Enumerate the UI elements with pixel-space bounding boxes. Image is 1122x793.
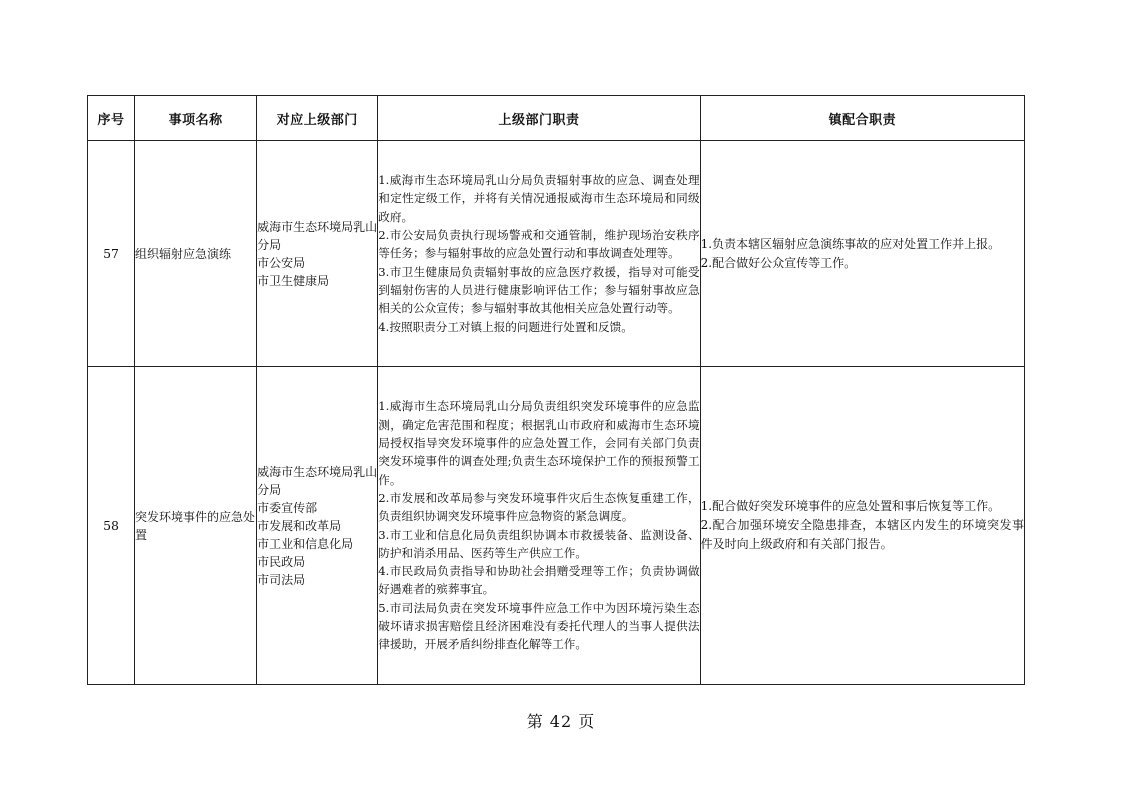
duty-item: 1.威海市生态环境局乳山分局负责组织突发环境事件的应急监测，确定危害范围和程度；根据乳山市政府和威海市生态环境局授权指导突发环境事件的应急处置工作，会同有关部门负责突发环境事件的调查处理;负责生态环境保护工作的预报预警工作。 bbox=[378, 399, 700, 487]
dept-item: 市工业和信息化局 bbox=[257, 536, 354, 551]
dept-list bbox=[257, 367, 378, 685]
town-duty-list bbox=[700, 367, 1024, 685]
duty-item: 5.市司法局负责在突发环境事件应急工作中为因环境污染生态破坏请求损害赔偿且经济困难没有委托代理人的当事人提供法律援助，开展矛盾纠纷排查化解等工作。 bbox=[378, 600, 700, 652]
duty-item: 2.市公安局负责执行现场警戒和交通管制，维护现场治安秩序等任务；参与辐射事故的应急处置行动和事故调查处理等。 bbox=[378, 228, 700, 261]
dept-item: 市司法局 bbox=[257, 572, 306, 587]
dept-item: 市民政局 bbox=[257, 554, 306, 569]
header-no: 序号 bbox=[88, 96, 135, 141]
town-duty-item: 1.配合做好突发环境事件的应急处置和事后恢复等工作。 bbox=[700, 499, 1001, 513]
duty-item: 3.市卫生健康局负责辐射事故的应急医疗救援，指导对可能受到辐射伤害的人员进行健康影响评估工作；参与辐射事故应急相关的公众宣传；参与辐射事故其他相关应急处置行动等。 bbox=[378, 264, 700, 316]
duty-item: 4.按照职责分工对镇上报的问题进行处置和反馈。 bbox=[378, 319, 633, 334]
dept-item: 市发展和改革局 bbox=[257, 518, 342, 533]
row-number: 57 bbox=[88, 141, 135, 367]
responsibility-table bbox=[87, 95, 1025, 685]
duty-item: 1.威海市生态环境局乳山分局负责辐射事故的应急、调查处理和定性定级工作，并将有关情况通报威海市生态环境局和同级政府。 bbox=[378, 173, 700, 224]
dept-list bbox=[257, 141, 378, 367]
duty-item: 2.市发展和改革局参与突发环境事件灾后生态恢复重建工作，负责组织协调突发环境事件应急物资的紧急调度。 bbox=[378, 490, 700, 524]
dept-item: 市卫生健康局 bbox=[257, 273, 330, 288]
dept-item: 威海市生态环境局乳山分局 bbox=[257, 219, 378, 252]
item-name: 组织辐射应急演练 bbox=[135, 141, 257, 367]
town-duty-item: 1.负责本辖区辐射应急演练事故的应对处置工作并上报。 bbox=[700, 236, 1001, 251]
header-name: 事项名称 bbox=[135, 96, 257, 141]
row-number: 58 bbox=[88, 367, 135, 685]
duty-list bbox=[378, 367, 700, 685]
table-row bbox=[88, 141, 1025, 367]
page-number: 第 42 页 bbox=[526, 712, 596, 731]
duty-list bbox=[378, 141, 700, 367]
duty-item: 3.市工业和信息化局负责组织协调本市救援装备、监测设备、防护和消杀用品、医药等生产供应工作。 bbox=[378, 527, 700, 560]
header-town: 镇配合职责 bbox=[700, 96, 1024, 141]
header-duty: 上级部门职责 bbox=[378, 96, 700, 141]
table-row bbox=[88, 367, 1025, 685]
header-dept: 对应上级部门 bbox=[257, 96, 378, 141]
town-duty-item: 2.配合加强环境安全隐患排查，本辖区内发生的环境突发事件及时向上级政府和有关部门报告。 bbox=[700, 518, 1024, 551]
dept-item: 市委宣传部 bbox=[257, 500, 318, 515]
town-duty-item: 2.配合做好公众宣传等工作。 bbox=[700, 255, 857, 270]
dept-item: 市公安局 bbox=[257, 255, 306, 270]
dept-item: 威海市生态环境局乳山分局 bbox=[257, 464, 378, 497]
duty-item: 4.市民政局负责指导和协助社会捐赠受理等工作；负责协调做好遇难者的殡葬事宜。 bbox=[378, 564, 700, 597]
town-duty-list bbox=[700, 141, 1024, 367]
table-header-row bbox=[88, 96, 1025, 141]
item-name: 突发环境事件的应急处置 bbox=[135, 367, 257, 685]
